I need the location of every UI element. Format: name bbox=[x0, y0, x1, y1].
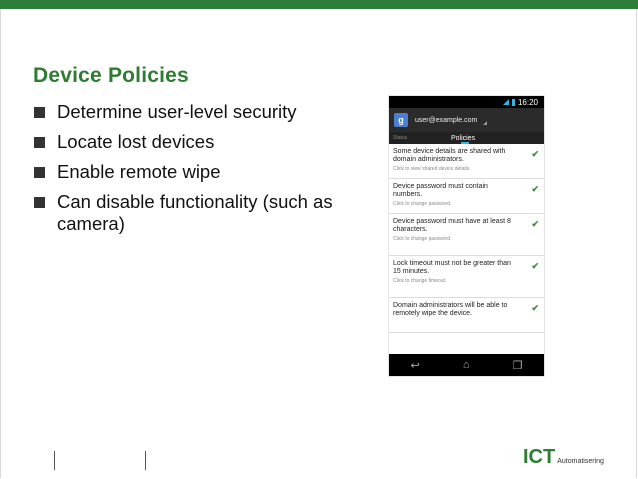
policy-item[interactable] bbox=[389, 256, 544, 298]
bullet-square-icon bbox=[34, 167, 45, 178]
policy-text: Domain administrators will be able to remotely wipe the device. bbox=[393, 302, 508, 317]
bullet-text: Can disable functionality (such as camera) bbox=[57, 191, 333, 234]
policy-text: Device password must have at least 8 characters. bbox=[393, 218, 511, 233]
bullet-square-icon bbox=[34, 197, 45, 208]
android-nav-bar bbox=[389, 354, 544, 376]
phone-screenshot bbox=[389, 96, 544, 376]
action-bar bbox=[389, 108, 544, 132]
signal-icon bbox=[503, 99, 509, 105]
tab-policies[interactable]: Policies bbox=[451, 134, 476, 142]
policy-item[interactable] bbox=[389, 144, 544, 179]
logo-ict: ICT bbox=[523, 446, 556, 468]
back-icon[interactable]: ↩ bbox=[410, 359, 420, 372]
checkmark-icon: ✔ bbox=[531, 303, 539, 313]
checkmark-icon: ✔ bbox=[531, 184, 539, 194]
tab-status[interactable]: Status bbox=[393, 135, 408, 141]
status-bar bbox=[389, 96, 544, 108]
bullet-text: Enable remote wipe bbox=[57, 161, 221, 182]
ict-logo bbox=[523, 447, 604, 467]
bullet-list bbox=[33, 101, 333, 243]
bullet-item bbox=[33, 191, 333, 235]
footer-divider bbox=[145, 451, 146, 470]
bullet-item bbox=[33, 131, 333, 153]
slide-title: Device Policies bbox=[33, 64, 189, 87]
policy-text: Some device details are shared with domain administrators. bbox=[393, 148, 506, 163]
bullet-text: Determine user-level security bbox=[57, 101, 297, 122]
bullet-text: Locate lost devices bbox=[57, 131, 215, 152]
recent-apps-icon[interactable]: ❐ bbox=[512, 359, 523, 372]
policy-action: Click to change timeout. bbox=[393, 278, 447, 284]
policy-action: Click to view shared device details. bbox=[393, 166, 471, 172]
dropdown-corner-icon[interactable] bbox=[483, 121, 487, 125]
account-email[interactable]: user@example.com bbox=[415, 116, 478, 124]
policy-item[interactable] bbox=[389, 179, 544, 214]
policy-action: Click to change password. bbox=[393, 201, 452, 207]
bullet-square-icon bbox=[34, 107, 45, 118]
policy-action: Click to change password. bbox=[393, 236, 452, 242]
policy-text: Device password must contain numbers. bbox=[393, 183, 488, 198]
home-icon[interactable]: ⌂ bbox=[462, 359, 470, 371]
checkmark-icon: ✔ bbox=[531, 149, 539, 159]
google-account-icon[interactable]: g bbox=[394, 113, 408, 127]
bullet-item bbox=[33, 101, 333, 123]
status-time: 16:20 bbox=[517, 97, 538, 107]
bullet-item bbox=[33, 161, 333, 183]
policy-text: Lock timeout must not be greater than 15 minutes. bbox=[393, 260, 511, 275]
logo-subtitle: Automatisering bbox=[557, 458, 604, 465]
top-accent-bar bbox=[0, 0, 638, 9]
battery-icon bbox=[512, 99, 515, 106]
policy-item[interactable] bbox=[389, 298, 544, 333]
policy-item[interactable] bbox=[389, 214, 544, 256]
footer-divider bbox=[54, 451, 55, 470]
checkmark-icon: ✔ bbox=[531, 261, 539, 271]
tab-bar bbox=[389, 132, 544, 144]
checkmark-icon: ✔ bbox=[531, 219, 539, 229]
bullet-square-icon bbox=[34, 137, 45, 148]
